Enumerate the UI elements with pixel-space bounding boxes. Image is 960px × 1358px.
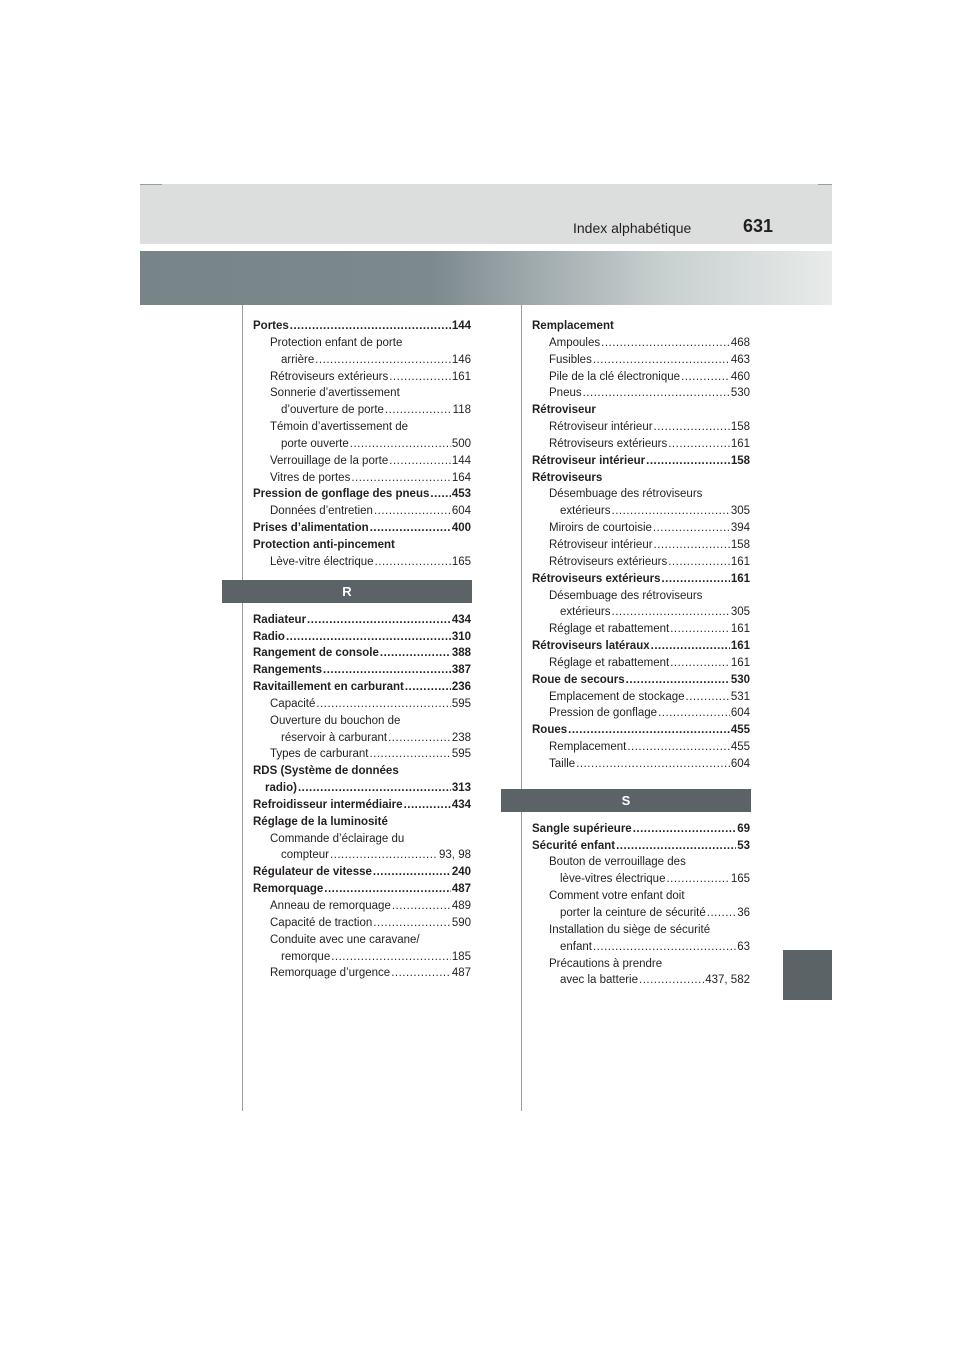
- index-entry: [532, 453, 750, 470]
- index-entry-label: Commande d’éclairage du: [270, 832, 405, 845]
- index-entry-label: Remorquage: [253, 883, 324, 896]
- index-entry-page: 185: [451, 950, 471, 963]
- index-entry-page: 455: [730, 741, 750, 754]
- index-entry-page: 604: [451, 505, 471, 518]
- index-column-left: [253, 318, 471, 982]
- dot-leader: [373, 915, 451, 932]
- index-entry-page: 165: [730, 873, 750, 886]
- dot-leader: [707, 905, 736, 922]
- section-title: Index alphabétique: [573, 220, 692, 236]
- index-entry: [253, 797, 471, 814]
- index-entry: [253, 629, 471, 646]
- header-band: [140, 184, 832, 244]
- index-entry-label: radio): [265, 782, 297, 795]
- index-entry: [253, 470, 471, 487]
- dot-leader: [612, 604, 730, 621]
- index-entry-label: Sangle supérieure: [532, 822, 632, 835]
- index-entry: [532, 318, 750, 335]
- index-entry: [253, 612, 471, 629]
- dot-leader: [385, 402, 452, 419]
- index-entry-page: 310: [451, 630, 471, 643]
- index-entry: [532, 554, 750, 571]
- dot-leader: [370, 520, 451, 537]
- index-entry: [253, 385, 471, 402]
- index-entry-page: 313: [451, 782, 471, 795]
- dot-leader: [661, 571, 729, 588]
- dot-leader: [601, 335, 730, 352]
- index-entry: [253, 847, 471, 864]
- dot-leader: [351, 470, 450, 487]
- dot-leader: [405, 679, 451, 696]
- index-entry: [532, 956, 750, 973]
- dot-leader: [323, 662, 451, 679]
- index-entry-label: Ouverture du bouchon de: [270, 714, 401, 727]
- index-entry: [532, 922, 750, 939]
- index-entry-page: 118: [452, 404, 471, 417]
- column-rule-left: [242, 305, 243, 1111]
- index-entry: [532, 939, 750, 956]
- index-entry-label: Miroirs de courtoisie: [549, 522, 652, 535]
- index-entry-page: 530: [730, 673, 750, 686]
- index-entry-label: Capacité de traction: [270, 916, 373, 929]
- index-entry-label: réservoir à carburant: [281, 731, 388, 744]
- index-entry-label: Rétroviseurs extérieurs: [549, 437, 668, 450]
- dot-leader: [375, 554, 451, 571]
- index-entry: [532, 503, 750, 520]
- index-entry: [532, 352, 750, 369]
- dot-leader: [404, 797, 451, 814]
- index-entry: [532, 672, 750, 689]
- index-entry: [532, 604, 750, 621]
- index-entry-label: Taille: [549, 757, 576, 770]
- index-entry: [532, 369, 750, 386]
- dot-leader: [576, 756, 730, 773]
- index-entry-label: porter la ceinture de sécurité: [560, 907, 706, 919]
- column-rule-right: [521, 305, 522, 1111]
- index-entry-page: 161: [730, 437, 750, 450]
- index-entry-page: 158: [730, 421, 750, 434]
- index-entry: [532, 739, 750, 756]
- index-entry: [253, 831, 471, 848]
- index-entry-label: Anneau de remorquage: [270, 900, 391, 912]
- index-entry-label: Sécurité enfant: [532, 839, 616, 852]
- index-entry-page: 161: [730, 656, 750, 669]
- index-entry: [253, 730, 471, 747]
- index-entry-page: 453: [451, 488, 471, 501]
- index-entry: [532, 888, 750, 905]
- index-entry-page: 500: [451, 437, 471, 450]
- index-group-r: [253, 612, 471, 983]
- chapter-thumb-tab: [783, 950, 832, 1000]
- letter-heading-s: S: [501, 789, 751, 812]
- index-entry-label: Bouton de verrouillage des: [549, 856, 686, 869]
- index-entry-page: 489: [451, 900, 471, 912]
- index-entry-label: Protection enfant de porte: [270, 336, 403, 349]
- dot-leader: [666, 871, 729, 888]
- index-entry-label: extérieurs: [560, 606, 611, 619]
- index-entry-page: 387: [451, 664, 471, 677]
- dot-leader: [686, 689, 730, 706]
- index-entry-page: 63: [737, 940, 750, 953]
- index-entry: [253, 486, 471, 503]
- index-entry-page: 93, 98: [439, 849, 471, 862]
- index-entry-label: Roues: [532, 724, 568, 737]
- index-entry-label: Radio: [253, 630, 285, 643]
- index-group-r-continued: [532, 318, 750, 773]
- index-entry-label: Capacité: [270, 697, 316, 710]
- index-entry-label: Rétroviseurs latéraux: [532, 640, 650, 653]
- index-entry: [532, 402, 750, 419]
- index-entry: [532, 520, 750, 537]
- index-entry-page: 146: [451, 353, 471, 366]
- index-entry-label: Rétroviseurs extérieurs: [270, 370, 389, 383]
- index-entry-page: 53: [737, 839, 750, 852]
- index-entry: [532, 905, 750, 922]
- index-entry-label: Données d’entretien: [270, 505, 373, 518]
- dot-leader: [290, 318, 451, 335]
- index-entry-label: Protection anti-pincement: [253, 538, 395, 551]
- index-entry-label: porte ouverte: [281, 437, 349, 450]
- index-entry-page: 487: [451, 883, 471, 896]
- dot-leader: [653, 520, 730, 537]
- dot-leader: [324, 881, 451, 898]
- index-entry: [253, 949, 471, 966]
- index-column-right: [532, 318, 750, 989]
- index-entry: [253, 763, 471, 780]
- index-entry-label: Remplacement: [549, 741, 627, 754]
- index-entry-page: 161: [451, 370, 471, 383]
- index-entry-page: 305: [730, 505, 750, 518]
- index-entry: [532, 588, 750, 605]
- dot-leader: [430, 486, 450, 503]
- index-entry: [532, 838, 750, 855]
- index-entry-page: 434: [451, 613, 471, 626]
- index-entry: [532, 655, 750, 672]
- dot-leader: [298, 780, 451, 797]
- index-entry: [253, 915, 471, 932]
- index-entry-label: RDS (Système de données: [253, 765, 399, 778]
- dot-leader: [583, 385, 730, 402]
- index-entry: [253, 645, 471, 662]
- dot-leader: [380, 645, 451, 662]
- index-entry-label: Rétroviseur intérieur: [549, 538, 653, 551]
- index-entry-page: 394: [730, 522, 750, 535]
- index-entry-page: 487: [451, 967, 471, 980]
- dot-leader: [315, 352, 451, 369]
- letter-heading-r: R: [222, 580, 472, 603]
- index-group-p: [253, 318, 471, 571]
- index-entry: [253, 898, 471, 915]
- index-entry: [532, 821, 750, 838]
- dot-leader: [593, 352, 730, 369]
- index-entry-page: 161: [730, 640, 750, 653]
- index-entry-page: 531: [730, 690, 750, 703]
- page-number: 631: [743, 216, 774, 236]
- index-entry: [253, 503, 471, 520]
- index-entry-page: 69: [737, 822, 750, 835]
- index-entry-label: Lève-vitre électrique: [270, 555, 374, 568]
- index-entry-page: 463: [730, 353, 750, 366]
- dot-leader: [330, 847, 438, 864]
- index-entry: [532, 537, 750, 554]
- index-entry-label: avec la batterie: [560, 974, 638, 987]
- index-entry-label: Réglage et rabattement: [549, 656, 670, 669]
- index-entry-label: Remplacement: [532, 320, 614, 332]
- crop-mark-left: [140, 184, 162, 185]
- index-entry-label: extérieurs: [560, 505, 611, 518]
- dot-leader: [654, 419, 730, 436]
- index-entry: [253, 453, 471, 470]
- index-entry-label: Régulateur de vitesse: [253, 866, 372, 879]
- index-entry-page: 161: [730, 555, 750, 568]
- index-entry: [532, 486, 750, 503]
- index-entry: [532, 335, 750, 352]
- index-entry-label: Sonnerie d’avertissement: [270, 387, 400, 400]
- index-entry: [253, 335, 471, 352]
- index-entry-label: Pile de la clé électronique: [549, 370, 681, 383]
- index-entry: [253, 352, 471, 369]
- index-entry: [532, 436, 750, 453]
- dot-leader: [374, 503, 451, 520]
- index-entry: [253, 402, 471, 419]
- index-entry-label: Radiateur: [253, 613, 307, 626]
- index-entry-label: Prises d’alimentation: [253, 522, 369, 535]
- index-entry: [532, 638, 750, 655]
- index-entry: [253, 780, 471, 797]
- index-entry: [253, 814, 471, 831]
- index-entry-page: 604: [730, 707, 750, 720]
- index-entry: [532, 854, 750, 871]
- index-entry: [532, 419, 750, 436]
- index-entry-label: Désembuage des rétroviseurs: [549, 488, 703, 501]
- index-entry-label: Vitres de portes: [270, 471, 351, 484]
- index-entry: [253, 318, 471, 335]
- index-entry: [532, 705, 750, 722]
- index-entry-page: 238: [451, 731, 471, 744]
- index-entry-label: lève-vitres électrique: [560, 873, 666, 886]
- index-entry: [532, 756, 750, 773]
- dot-leader: [668, 554, 730, 571]
- index-entry: [253, 965, 471, 982]
- index-entry: [253, 696, 471, 713]
- index-entry-label: Rétroviseur intérieur: [532, 454, 646, 467]
- dot-leader: [626, 672, 730, 689]
- dot-leader: [627, 739, 729, 756]
- index-entry: [532, 571, 750, 588]
- index-entry: [253, 537, 471, 554]
- index-entry: [532, 470, 750, 487]
- index-entry-page: 165: [451, 555, 471, 568]
- index-entry-label: Rétroviseur intérieur: [549, 421, 653, 434]
- index-entry-label: Réglage de la luminosité: [253, 815, 388, 828]
- decorative-gradient-band: [140, 251, 832, 305]
- index-entry-label: Précautions à prendre: [549, 957, 663, 970]
- index-entry-label: Installation du siège de sécurité: [549, 923, 711, 936]
- dot-leader: [639, 972, 704, 989]
- index-entry-page: 161: [730, 623, 750, 636]
- dot-leader: [373, 864, 451, 881]
- index-entry-page: 164: [451, 471, 471, 484]
- index-entry: [532, 689, 750, 706]
- index-entry-label: Ravitaillement en carburant: [253, 681, 404, 694]
- index-entry-label: Roue de secours: [532, 673, 625, 686]
- dot-leader: [392, 898, 451, 915]
- index-entry-label: Pneus: [549, 387, 582, 400]
- dot-leader: [286, 629, 451, 646]
- index-entry: [532, 972, 750, 989]
- index-entry-page: 144: [451, 320, 471, 332]
- index-entry-label: remorque: [281, 950, 331, 963]
- index-entry: [253, 520, 471, 537]
- index-entry-label: Témoin d’avertissement de: [270, 421, 409, 434]
- index-entry-label: Rétroviseurs: [532, 471, 603, 484]
- dot-leader: [658, 705, 730, 722]
- index-group-s: [532, 821, 750, 989]
- index-entry-page: 460: [730, 370, 750, 383]
- dot-leader: [670, 621, 730, 638]
- index-entry-label: Rétroviseur: [532, 404, 596, 417]
- index-entry-label: Remorquage d’urgence: [270, 967, 391, 980]
- index-entry: [253, 713, 471, 730]
- dot-leader: [388, 730, 451, 747]
- dot-leader: [316, 696, 450, 713]
- dot-leader: [633, 821, 736, 838]
- index-entry-page: 158: [730, 538, 750, 551]
- dot-leader: [668, 436, 730, 453]
- crop-mark-right: [818, 184, 832, 185]
- index-entry-page: 595: [451, 697, 471, 710]
- index-entry-label: Rétroviseurs extérieurs: [549, 555, 668, 568]
- index-entry-label: d’ouverture de porte: [281, 404, 384, 417]
- index-entry: [253, 881, 471, 898]
- index-entry-page: 158: [730, 454, 750, 467]
- dot-leader: [616, 838, 736, 855]
- index-entry: [253, 746, 471, 763]
- dot-leader: [593, 939, 736, 956]
- index-entry: [253, 436, 471, 453]
- index-entry-label: Ampoules: [549, 336, 601, 349]
- dot-leader: [307, 612, 451, 629]
- index-entry: [253, 554, 471, 571]
- index-entry-page: 236: [451, 681, 471, 694]
- index-entry: [253, 369, 471, 386]
- dot-leader: [331, 949, 451, 966]
- index-entry-page: 400: [451, 522, 471, 535]
- index-entry-label: Types de carburant: [270, 748, 369, 761]
- index-entry-page: 595: [451, 748, 471, 761]
- dot-leader: [391, 965, 451, 982]
- dot-leader: [651, 638, 730, 655]
- index-entry: [532, 871, 750, 888]
- index-entry-page: 144: [451, 454, 471, 467]
- index-entry-page: 604: [730, 757, 750, 770]
- index-entry-label: Désembuage des rétroviseurs: [549, 589, 703, 602]
- dot-leader: [568, 722, 730, 739]
- index-entry: [253, 864, 471, 881]
- index-entry-label: Portes: [253, 320, 289, 332]
- dot-leader: [389, 453, 451, 470]
- index-entry-page: 305: [730, 606, 750, 619]
- dot-leader: [612, 503, 730, 520]
- index-entry: [253, 932, 471, 949]
- index-entry-label: Comment votre enfant doit: [549, 890, 685, 903]
- index-entry-label: arrière: [281, 353, 315, 366]
- index-entry-label: compteur: [281, 849, 329, 862]
- index-entry: [253, 679, 471, 696]
- dot-leader: [369, 746, 450, 763]
- index-entry-label: Verrouillage de la porte: [270, 454, 389, 467]
- index-entry-page: 468: [730, 336, 750, 349]
- index-entry-label: Rétroviseurs extérieurs: [532, 572, 661, 585]
- index-entry-label: Emplacement de stockage: [549, 690, 685, 703]
- index-entry: [532, 385, 750, 402]
- index-entry-label: Rangement de console: [253, 647, 379, 660]
- index-entry-label: Pression de gonflage: [549, 707, 658, 720]
- index-entry-page: 590: [451, 916, 471, 929]
- dot-leader: [646, 453, 730, 470]
- index-entry-page: 434: [451, 798, 471, 811]
- index-entry-label: Fusibles: [549, 353, 592, 366]
- dot-leader: [681, 369, 730, 386]
- index-entry-page: 161: [730, 572, 750, 585]
- index-entry-page: 530: [730, 387, 750, 400]
- index-entry-label: Pression de gonflage des pneus: [253, 488, 430, 501]
- index-entry: [532, 722, 750, 739]
- index-entry-page: 240: [451, 866, 471, 879]
- index-entry-page: 437, 582: [705, 974, 750, 987]
- dot-leader: [654, 537, 730, 554]
- index-entry-label: Rangements: [253, 664, 323, 677]
- dot-leader: [389, 369, 451, 386]
- index-entry: [253, 662, 471, 679]
- index-entry-page: 388: [451, 647, 471, 660]
- index-entry-page: 455: [730, 724, 750, 737]
- dot-leader: [350, 436, 451, 453]
- index-entry-page: 36: [737, 907, 750, 919]
- dot-leader: [670, 655, 730, 672]
- index-entry: [532, 621, 750, 638]
- index-entry: [253, 419, 471, 436]
- index-entry-label: Réglage et rabattement: [549, 623, 670, 636]
- index-entry-label: Conduite avec une caravane/: [270, 933, 420, 946]
- index-entry-label: enfant: [560, 940, 592, 953]
- index-entry-label: Refroidisseur intermédiaire: [253, 798, 403, 811]
